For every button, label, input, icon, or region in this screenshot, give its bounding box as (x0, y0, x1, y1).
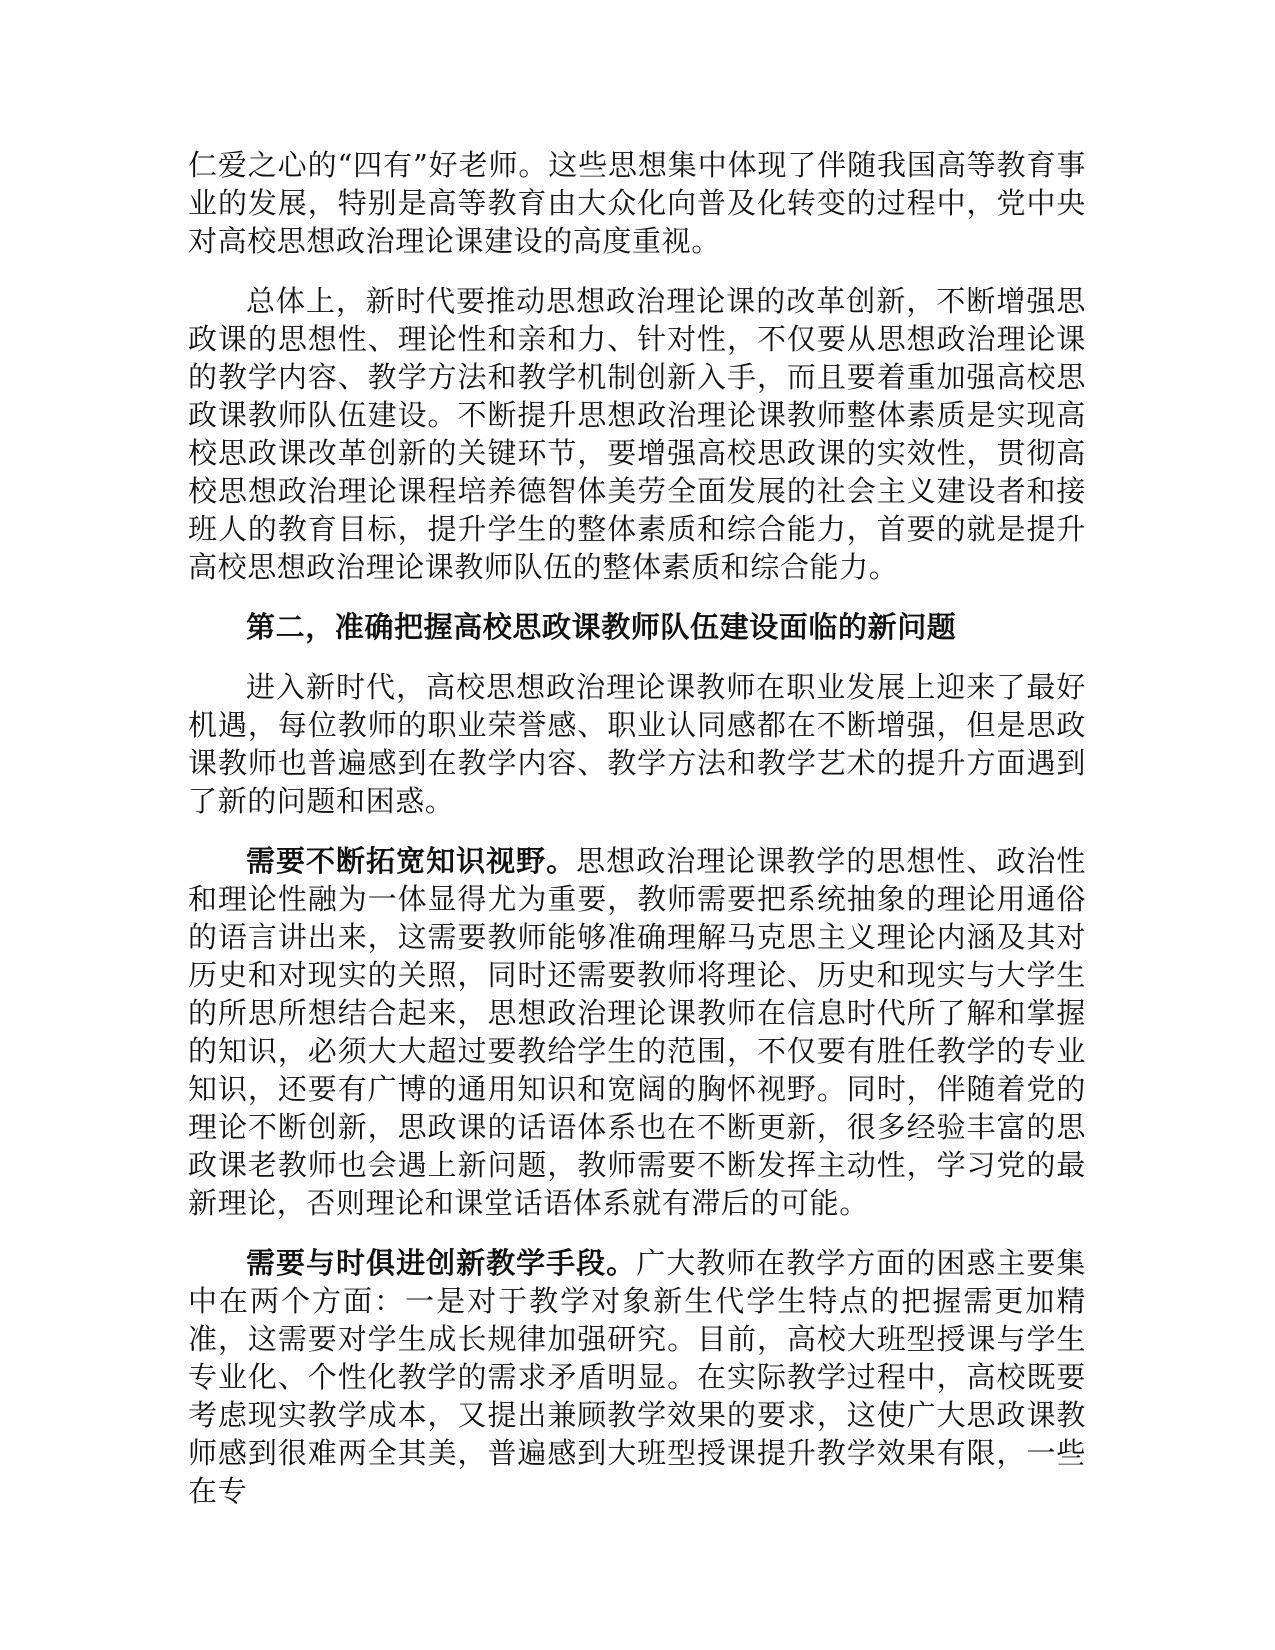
paragraph-text: 进入新时代，高校思想政治理论课教师在职业发展上迎来了最好机遇，每位教师的职业荣誉感、职业认同感都在不断增强，但是思政课教师也普遍感到在教学内容、教学方法和教学艺术的提升方面遇到了新的问题和困惑。 (188, 670, 1086, 818)
paragraph-text: 仁爱之心的“四有”好老师。这些思想集中体现了伴随我国高等教育事业的发展，特别是高等教育由大众化向普及化转变的过程中，党中央对高校思想政治理论课建设的高度重视。 (188, 148, 1086, 258)
paragraph-continuation (188, 146, 1086, 260)
paragraph-lead: 需要不断拓宽知识视野。 (246, 844, 577, 878)
section-heading: 第二，准确把握高校思政课教师队伍建设面临的新问题 (246, 610, 957, 644)
paragraph-text: 总体上，新时代要推动思想政治理论课的改革创新，不断增强思政课的思想性、理论性和亲和力、针对性，不仅要从思想政治理论课的教学内容、教学方法和教学机制创新入手，而且要着重加强高校思政课教师队伍建设。不断提升思想政治理论课教师整体素质是实现高校思政课改革创新的关键环节，要增强高校思政课的实效性，贯彻高校思想政治理论课程培养德智体美劳全面发展的社会主义建设者和接班人的教育目标，提升学生的整体素质和综合能力，首要的就是提升高校思想政治理论课教师队伍的整体素质和综合能力。 (188, 284, 1086, 584)
paragraph-lead: 需要与时俱进创新教学手段。 (246, 1246, 637, 1280)
paragraph-text: 思想政治理论课教学的思想性、政治性和理论性融为一体显得尤为重要，教师需要把系统抽象的理论用通俗的语言讲出来，这需要教师能够准确理解马克思主义理论内涵及其对历史和对现实的关照，同时还需要教师将理论、历史和现实与大学生的所思所想结合起来，思想政治理论课教师在信息时代所了解和掌握的知识，必须大大超过要教给学生的范围，不仅要有胜任教学的专业知识，还要有广博的通用知识和宽阔的胸怀视野。同时，伴随着党的理论不断创新，思政课的话语体系也在不断更新，很多经验丰富的思政课老教师也会遇上新问题，教师需要不断发挥主动性，学习党的最新理论，否则理论和课堂话语体系就有滞后的可能。 (188, 844, 1087, 1220)
document-page (188, 146, 1086, 1532)
paragraph-teaching-methods (188, 1244, 1086, 1510)
paragraph-overview (188, 282, 1086, 586)
paragraph-knowledge (188, 842, 1086, 1222)
paragraph-new-era (188, 668, 1086, 820)
paragraph-text: 广大教师在教学方面的困惑主要集中在两个方面：一是对于教学对象新生代学生特点的把握需更加精准，这需要对学生成长规律加强研究。目前，高校大班型授课与学生专业化、个性化教学的需求矛盾明显。在实际教学过程中，高校既要考虑现实教学成本，又提出兼顾教学效果的要求，这使广大思政课教师感到很难两全其美，普遍感到大班型授课提升教学效果有限，一些在专 (188, 1246, 1086, 1508)
